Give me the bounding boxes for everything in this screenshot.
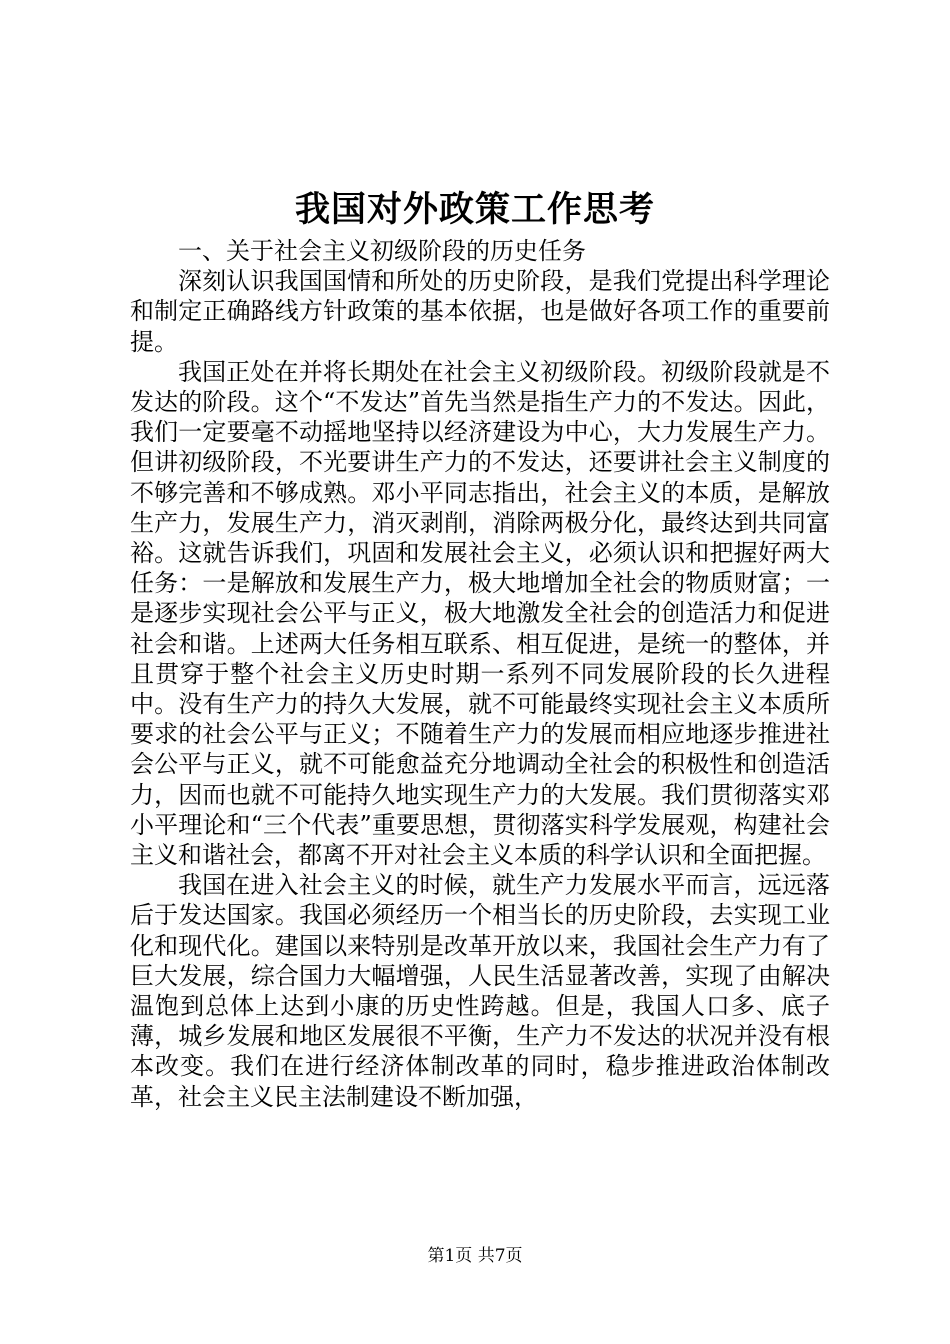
page-footer: 第1页 共7页 — [427, 1246, 523, 1266]
paragraph-1: 深刻认识我国国情和所处的历史阶段，是我们党提出科学理论和制定正确路线方针政策的基本依据，也是做好各项工作的重要前提。 — [130, 267, 830, 356]
paragraph-2: 我国正处在并将长期处在社会主义初级阶段。初级阶段就是不发达的阶段。这个“不发达”首先当然是指生产力的不发达。因此，我们一定要毫不动摇地坚持以经济建设为中心，大力发展生产力。但讲初级阶段，不光要讲生产力的不发达，还要讲社会主义制度的不够完善和不够成熟。邓小平同志指出，社会主义的本质，是解放生产力，发展生产力，消灭剥削，消除两极分化，最终达到共同富裕。这就告诉我们，巩固和发展社会主义，必须认识和把握好两大任务：一是解放和发展生产力，极大地增加全社会的物质财富；一是逐步实现社会公平与正义，极大地激发全社会的创造活力和促进社会和谐。上述两大任务相互联系、相互促进，是统一的整体，并且贯穿于整个社会主义历史时期一系列不同发展阶段的长久进程中。没有生产力的持久大发展，就不可能最终实现社会主义本质所要求的社会公平与正义；不随着生产力的发展而相应地逐步推进社会公平与正义，就不可能愈益充分地调动全社会的积极性和创造活力，因而也就不可能持久地实现生产力的大发展。我们贯彻落实邓小平理论和“三个代表”重要思想，贯彻落实科学发展观，构建社会主义和谐社会，都离不开对社会主义本质的科学认识和全面把握。 — [130, 357, 830, 870]
paragraph-3: 我国在进入社会主义的时候，就生产力发展水平而言，远远落后于发达国家。我国必须经历一个相当长的历史阶段，去实现工业化和现代化。建国以来特别是改革开放以来，我国社会生产力有了巨大发展，综合国力大幅增强，人民生活显著改善，实现了由解决温饱到总体上达到小康的历史性跨越。但是，我国人口多、底子薄，城乡发展和地区发展很不平衡，生产力不发达的状况并没有根本改变。我们在进行经济体制改革的同时，稳步推进政治体制改革，社会主义民主法制建设不断加强， — [130, 871, 830, 1111]
document-body — [130, 236, 830, 1112]
document-title: 我国对外政策工作思考 — [294, 189, 655, 230]
section-heading: 一、关于社会主义初级阶段的历史任务 — [178, 237, 586, 265]
